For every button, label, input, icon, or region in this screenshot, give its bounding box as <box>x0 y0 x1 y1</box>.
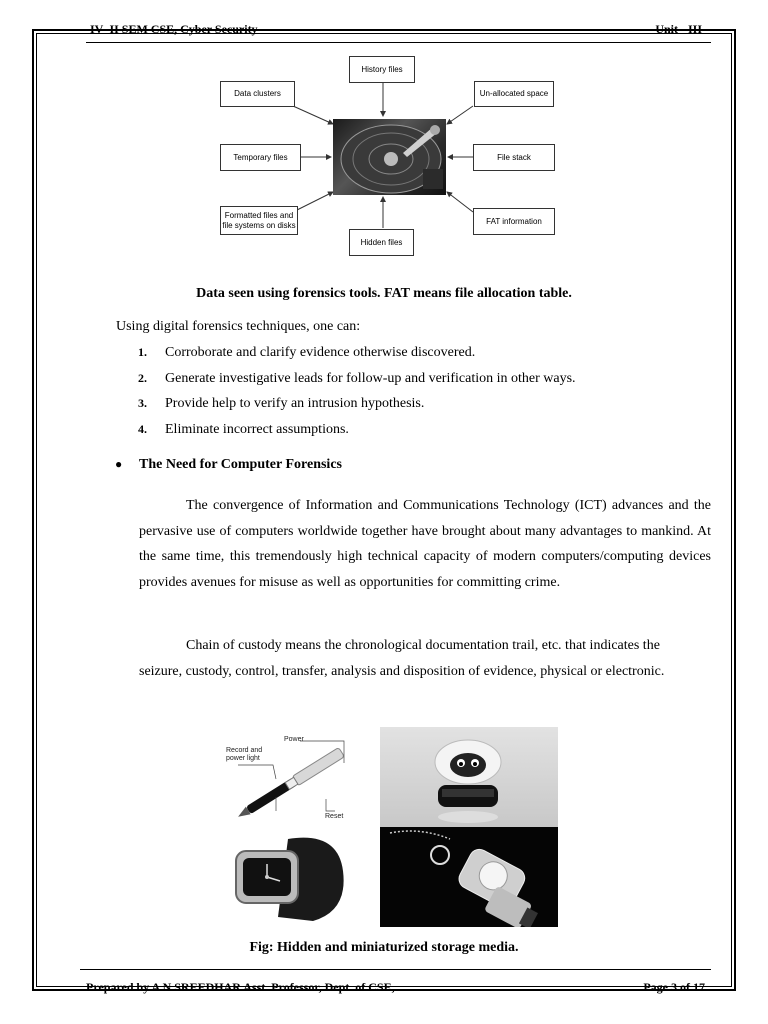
label-reset: Reset <box>325 813 344 820</box>
hard-disk-drawing <box>333 119 446 195</box>
header-course: IV- II SEM CSE, Cyber Security <box>90 22 258 36</box>
pendant-drawing <box>380 827 558 927</box>
box-fat-information: FAT information <box>473 208 555 235</box>
list-text: Eliminate incorrect assumptions. <box>165 421 349 437</box>
pen-drive-photo <box>218 727 376 827</box>
list-item <box>138 366 576 392</box>
list-number: 3. <box>138 396 147 410</box>
footer-author: Prepared by A N SREEDHAR Asst. Professor, Dept. of CSE, <box>86 980 395 994</box>
section-heading-text: The Need for Computer Forensics <box>139 457 342 472</box>
watch-photo <box>218 831 376 927</box>
list-text: Generate investigative leads for follow-up and verification in other ways. <box>165 370 576 386</box>
box-temporary-files: Temporary files <box>220 144 301 171</box>
pendant-usb-photo <box>380 827 558 927</box>
box-formatted-files: Formatted files and file systems on disks <box>220 206 298 235</box>
section-heading <box>115 457 342 473</box>
box-file-stack: File stack <box>473 144 555 171</box>
list-item <box>138 391 576 417</box>
figure-caption: Fig: Hidden and miniaturized storage media. <box>249 940 519 955</box>
forensics-diagram <box>215 52 565 262</box>
toy-usb-photo <box>380 727 558 827</box>
toy-figure-drawing <box>380 727 558 827</box>
footer-rule <box>80 969 711 970</box>
hard-disk-image <box>333 119 446 195</box>
header-rule <box>86 42 711 43</box>
list-text: Corroborate and clarify evidence otherwise discovered. <box>165 345 476 360</box>
box-data-clusters: Data clusters <box>220 81 295 107</box>
list-number: 1. <box>138 345 147 359</box>
list-item <box>138 417 576 443</box>
techniques-list <box>138 340 576 442</box>
label-power: Power <box>284 736 304 743</box>
box-unallocated-space: Un-allocated space <box>474 81 554 107</box>
storage-media-photos <box>218 727 560 927</box>
diagram-caption: Data seen using forensics tools. FAT means file allocation table. <box>196 286 572 301</box>
watch-drawing <box>218 831 376 927</box>
box-history-files: History files <box>349 56 415 83</box>
list-item <box>138 340 576 366</box>
intro-text: Using digital forensics techniques, one can: <box>116 319 361 334</box>
label-record: Record and power light <box>226 747 263 762</box>
list-number: 2. <box>138 370 147 385</box>
paragraph-need-forensics: The convergence of Information and Communications Technology (ICT) advances and the pervasive use of computers worldwide together have brought about many advantages to mankind. At the same time, this tremendously high technical capacity of modern computers/computing devices provides avenues for misuse as well as opportunities for committing crime. <box>139 498 711 590</box>
footer-page-number: Page 3 of 17 <box>643 980 705 994</box>
list-number: 4. <box>138 421 147 436</box>
box-hidden-files: Hidden files <box>349 229 414 256</box>
header-unit: Unit - III <box>655 22 702 36</box>
paragraph-chain-of-custody: Chain of custody means the chronological documentation trail, etc. that indicates the seizure, custody, control, transfer, analysis and disposition of evidence, physical or electronic. <box>139 638 665 679</box>
bullet-icon: ● <box>115 457 123 471</box>
list-text: Provide help to verify an intrusion hypothesis. <box>165 396 425 411</box>
